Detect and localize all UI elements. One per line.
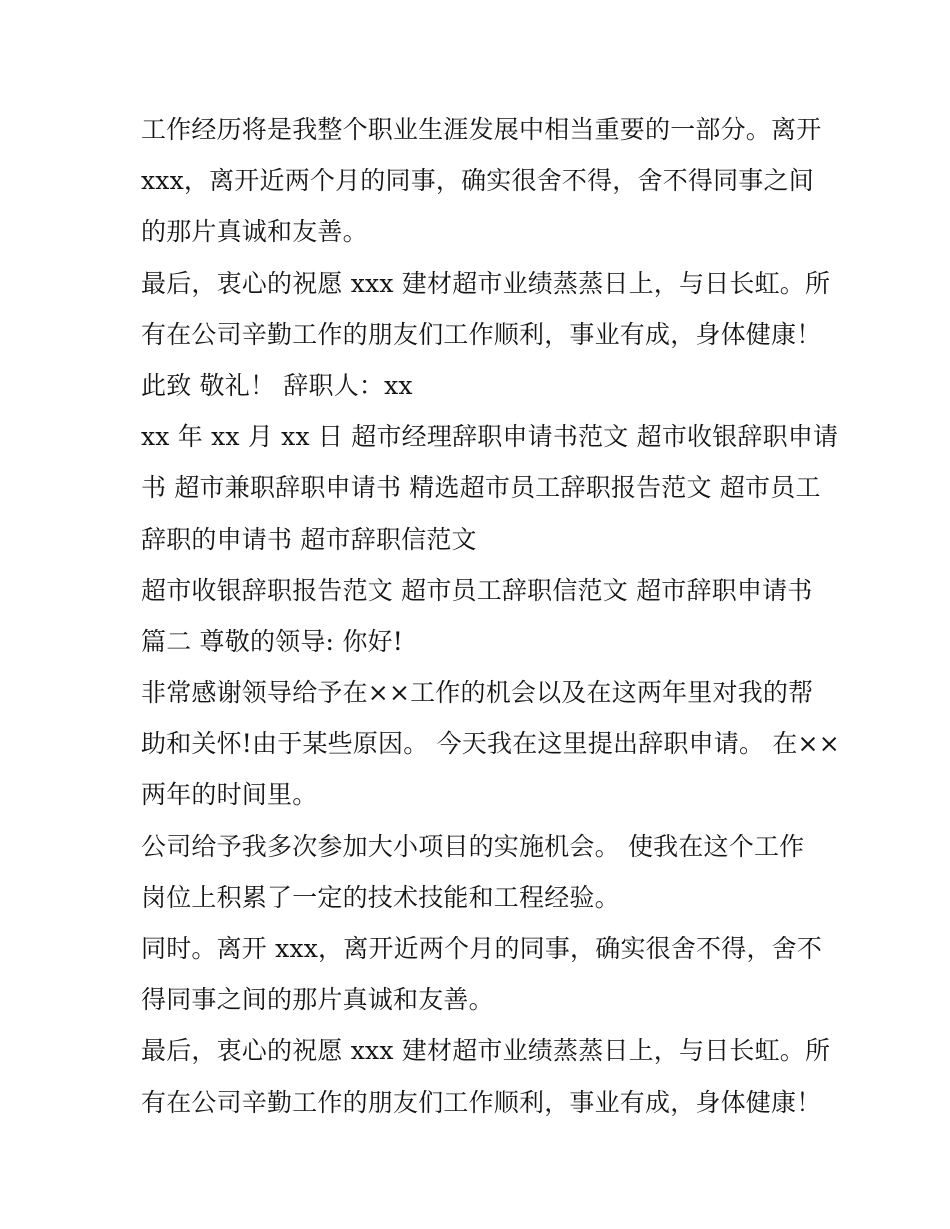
- text-line: 超市收银辞职报告范文 超市员工辞职信范文 超市辞职申请书: [141, 575, 813, 605]
- text-line: xxx，离开近两个月的同事，确实很舍不得，舍不得同事之间: [141, 166, 814, 196]
- text-line: 书 超市兼职辞职申请书 精选超市员工辞职报告范文 超市员工: [141, 473, 821, 503]
- text-line: xx 年 xx 月 xx 日 超市经理辞职申请书范文 超市收银辞职申请: [141, 422, 839, 452]
- document-body: [141, 104, 840, 1128]
- text-line: 岗位上积累了一定的技术技能和工程经验。: [141, 882, 620, 912]
- text-line: 最后，衷心的祝愿 xxx 建材超市业绩蒸蒸日上，与日长虹。所: [141, 1036, 831, 1066]
- text-line: 公司给予我多次参加大小项目的实施机会。 使我在这个工作: [141, 831, 805, 861]
- text-line: 此致 敬礼！ 辞职人：xx: [141, 370, 413, 400]
- text-line: 工作经历将是我整个职业生涯发展中相当重要的一部分。离开: [141, 115, 822, 144]
- text-line: 有在公司辛勤工作的朋友们工作顺利，事业有成，身体健康！: [141, 319, 822, 349]
- text-line: 最后，衷心的祝愿 xxx 建材超市业绩蒸蒸日上，与日长虹。所: [141, 268, 831, 298]
- text-line: 同时。离开 xxx，离开近两个月的同事，确实很舍不得，舍不: [141, 934, 823, 963]
- text-line: 有在公司辛勤工作的朋友们工作顺利，事业有成，身体健康！: [141, 1087, 822, 1117]
- text-line: 辞职的申请书 超市辞职信范文: [141, 524, 477, 554]
- text-line: 得同事之间的那片真诚和友善。: [141, 985, 494, 1015]
- text-line: 助和关怀!由于某些原因。 今天我在这里提出辞职申请。 在××: [141, 729, 840, 759]
- text-line: 两年的时间里。: [141, 780, 318, 810]
- text-line: 的那片真诚和友善。: [141, 217, 368, 247]
- text-line: 非常感谢领导给予在××工作的机会以及在这两年里对我的帮: [141, 678, 814, 708]
- text-line: 篇二 尊敬的领导: 你好!: [141, 626, 403, 656]
